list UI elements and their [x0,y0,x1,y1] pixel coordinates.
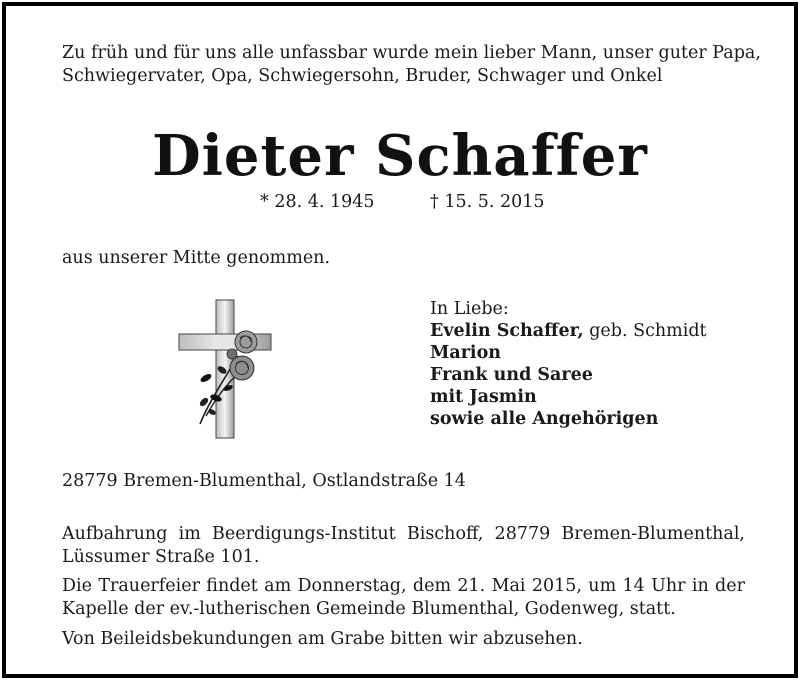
obituary-notice [2,2,798,678]
mourner-line-3: Frank und Saree [430,365,593,385]
mourners-list [430,298,707,430]
birth-date: * 28. 4. 1945 [260,192,375,212]
viewing-line-1: Aufbahrung im Beerdigungs-Institut Bischoff, 28779 Bremen-Blumenthal, [62,524,745,544]
funeral-line-2: Kapelle der ev.-lutherischen Gemeinde Blumenthal, Godenweg, statt. [62,599,676,619]
mourner-line-2: Marion [430,343,501,363]
intro-line-1: Zu früh und für uns alle unfassbar wurde mein lieber Mann, unser guter Papa, [62,43,761,63]
mourners-intro: In Liebe: [430,299,509,319]
intro-line-2: Schwiegervater, Opa, Schwiegersohn, Bruder, Schwager und Onkel [62,66,663,86]
viewing-line-2: Lüssumer Straße 101. [62,547,260,567]
death-date: † 15. 5. 2015 [430,192,545,212]
home-address: 28779 Bremen-Blumenthal, Ostlandstraße 14 [62,471,466,491]
taken-from-text: aus unserer Mitte genommen. [62,248,331,268]
mourner-line-4: mit Jasmin [430,387,537,407]
mourner-wife-maiden-name: geb. Schmidt [583,321,707,341]
mourner-wife-name: Evelin Schaffer, [430,321,584,341]
mourner-line-5: sowie alle Angehörigen [430,409,659,429]
deceased-name: Dieter Schaffer [152,123,648,189]
condolence-note: Von Beileidsbekundungen am Grabe bitten wir abzusehen. [62,629,583,649]
mourner-wife [430,320,707,342]
cross-with-roses-icon [176,298,276,440]
funeral-line-1: Die Trauerfeier findet am Donnerstag, dem 21. Mai 2015, um 14 Uhr in der [62,576,745,596]
